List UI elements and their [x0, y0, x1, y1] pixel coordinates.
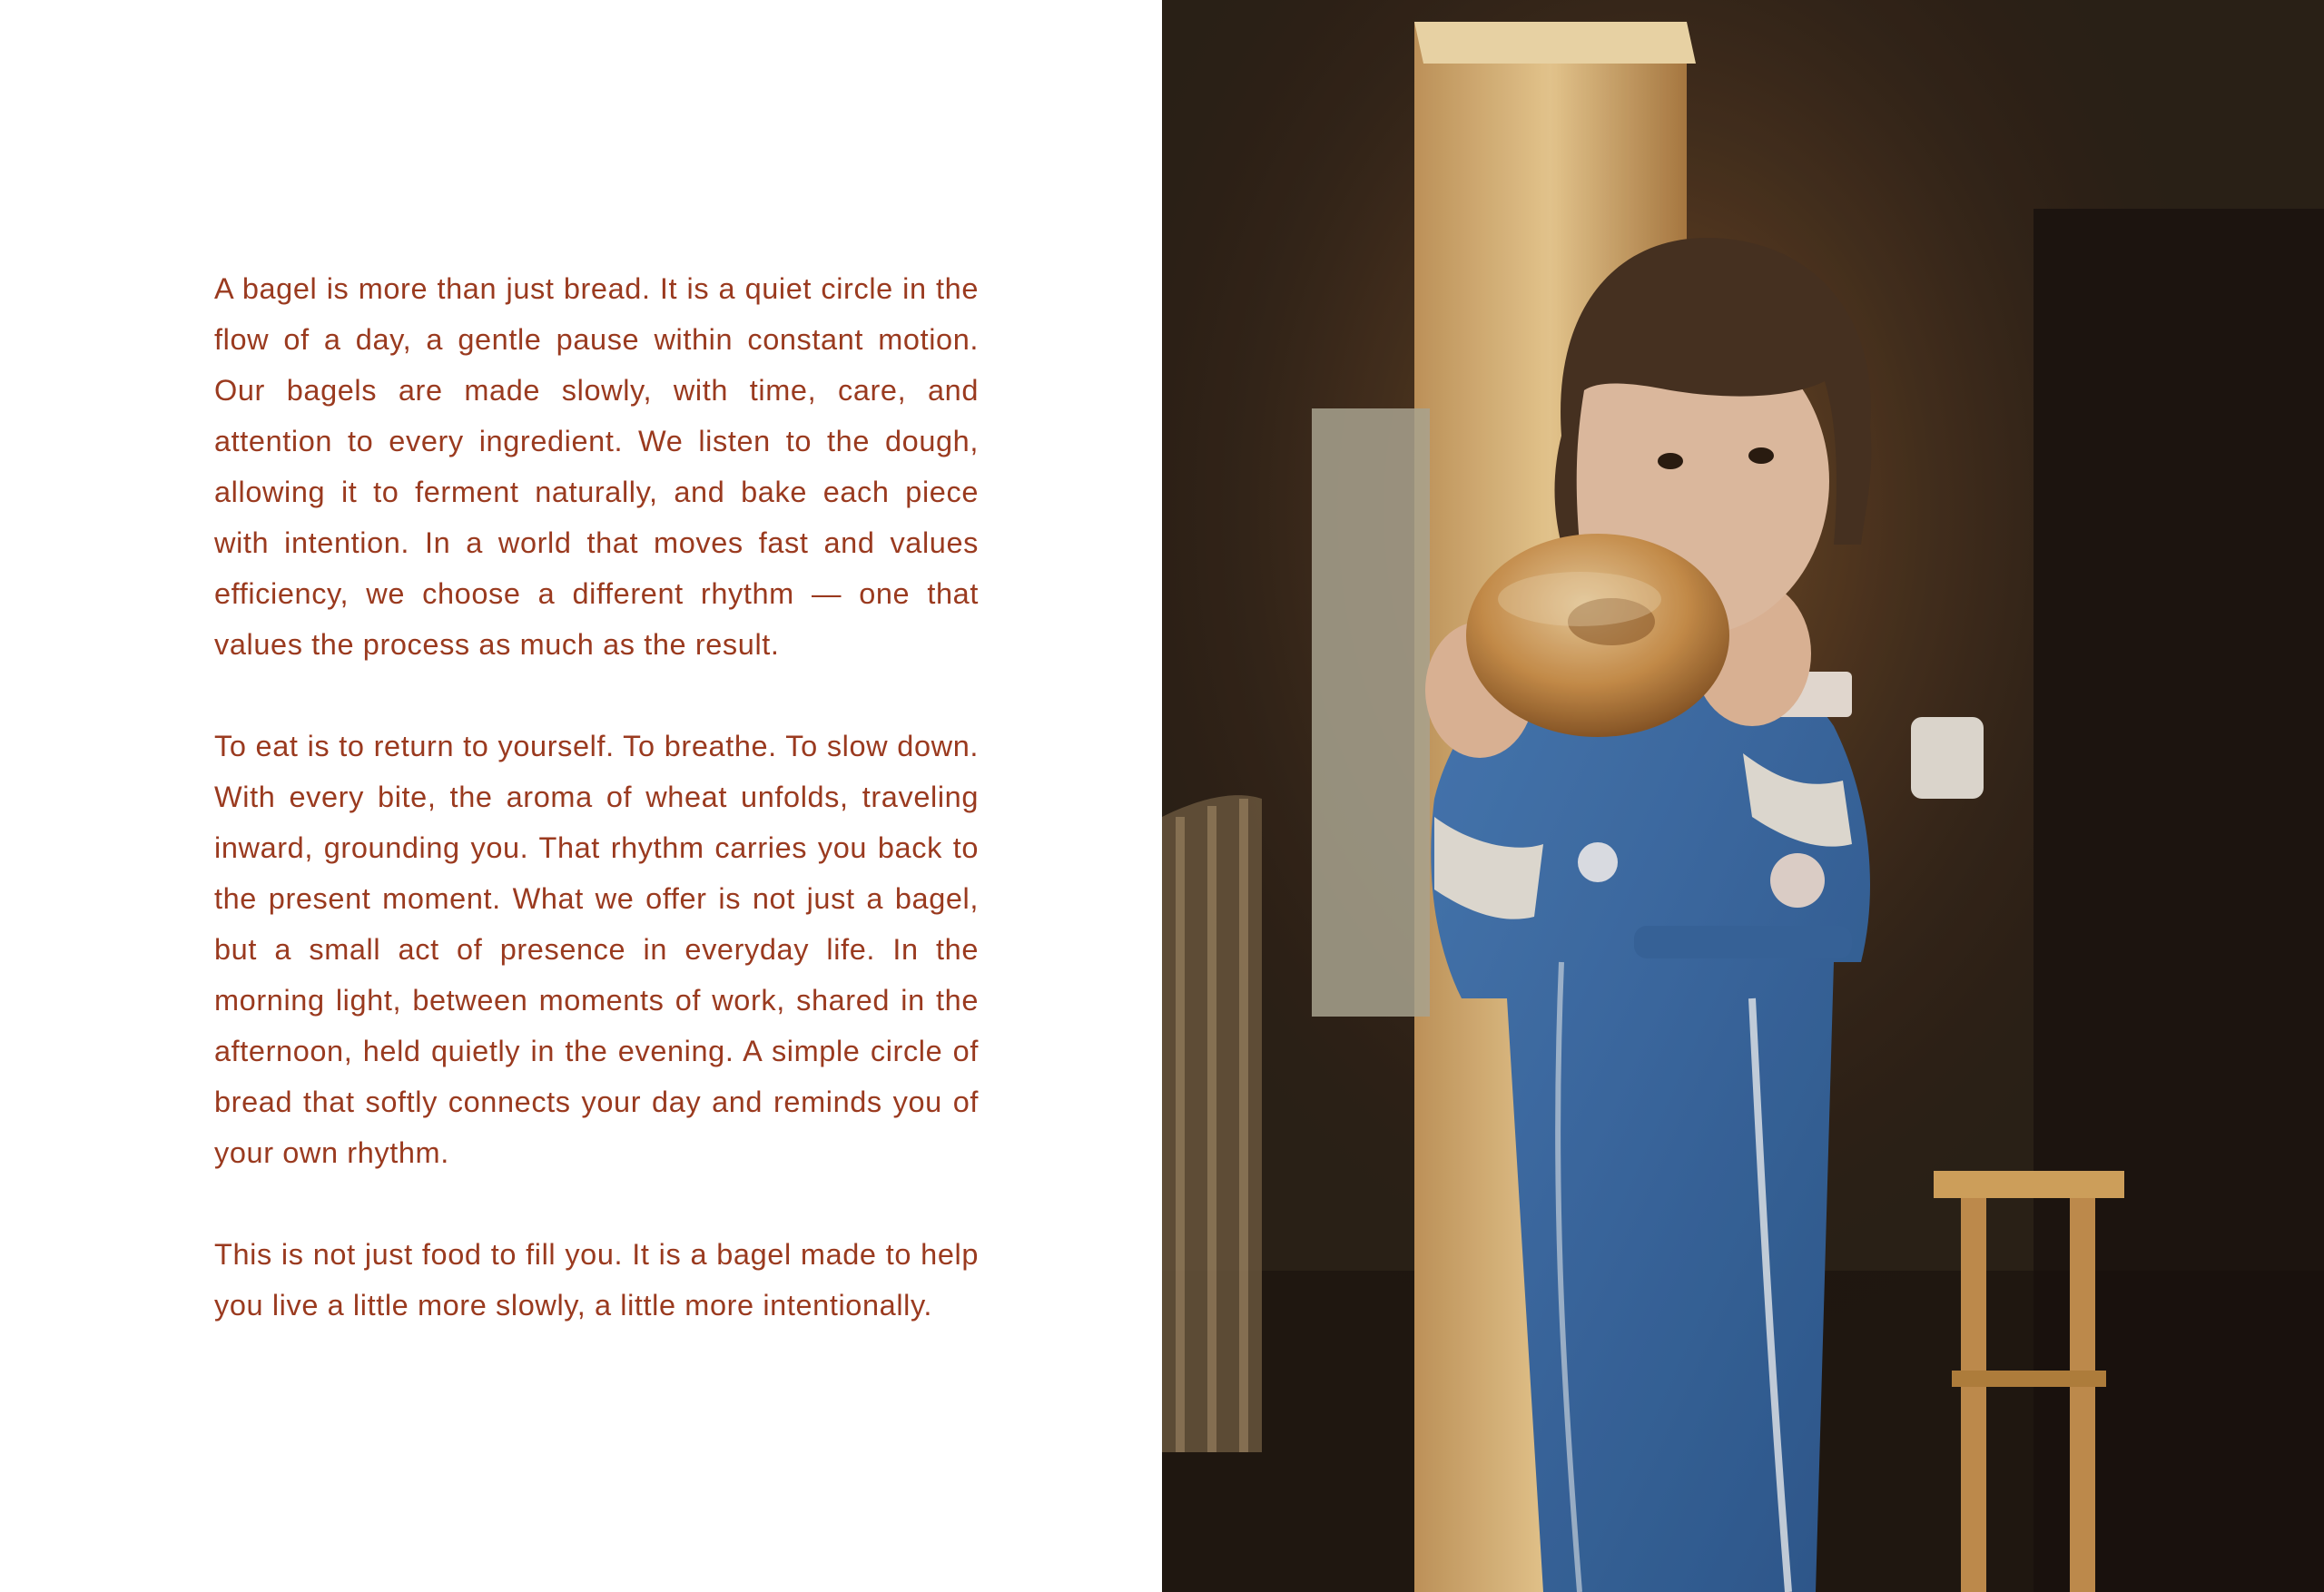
- photo-panel: [1162, 0, 2324, 1592]
- paragraph-2: To eat is to return to yourself. To breathe. To slow down. With every bite, the aroma of wheat unfolds, traveling inward, grounding you. That rhythm carries you back to the present moment. What we offer is not just a bagel, but a small act of presence in everyday life. In the morning light, between moments of work, shared in the afternoon, held quietly in the evening. A simple circle of bread that softly connects your day and reminds you of your own rhythm.: [214, 730, 979, 1169]
- body-text: [214, 263, 979, 1381]
- paragraph-1: A bagel is more than just bread. It is a quiet circle in the flow of a day, a gentle pause within constant motion. Our bagels are made slowly, with time, care, and attention to every ingredient. We listen to the dough, allowing it to ferment naturally, and bake each piece with intention. In a world that moves fast and values efficiency, we choose a different rhythm — one that values the process as much as the result.: [214, 272, 979, 661]
- child-eating-bagel-photo: [1162, 0, 2324, 1592]
- paragraph-3: This is not just food to fill you. It is a bagel made to help you live a little more slowly, a little more intentionally.: [214, 1238, 979, 1322]
